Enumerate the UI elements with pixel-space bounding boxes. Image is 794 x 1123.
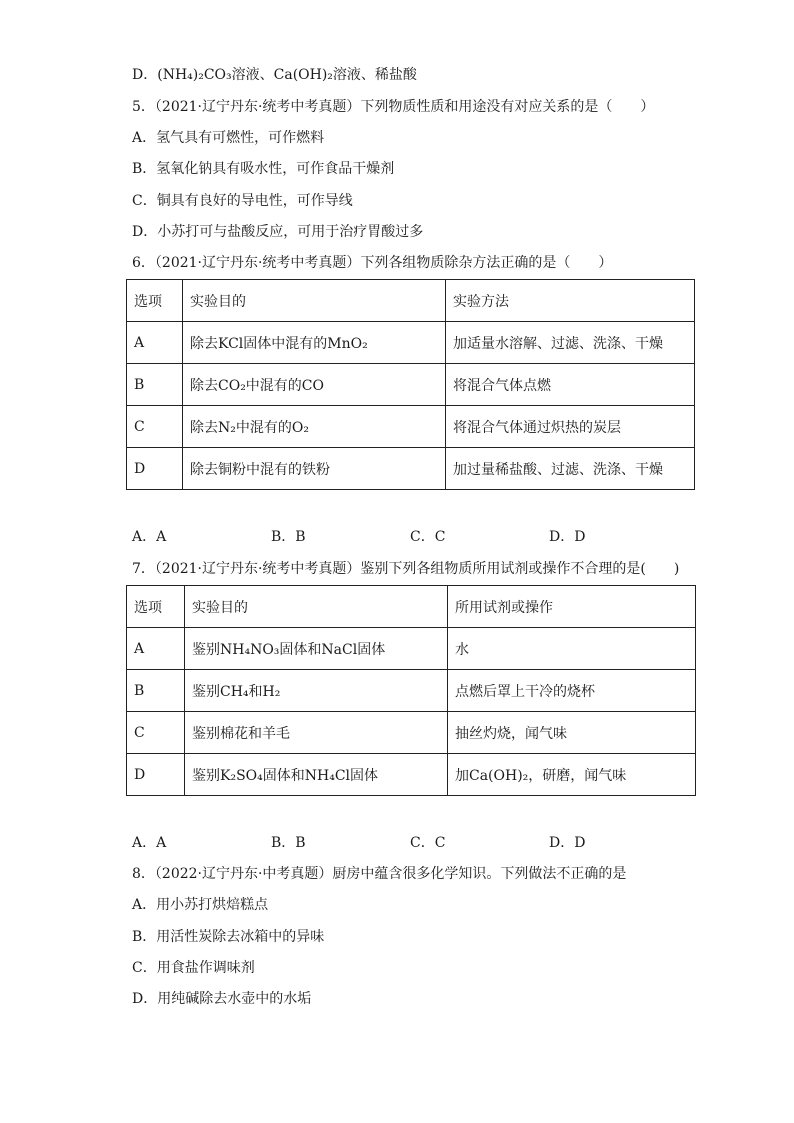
- q5-option-b: B．氢氧化钠具有吸水性，可作食品干燥剂: [132, 161, 395, 177]
- q6-choices: [132, 527, 688, 547]
- q5-option-a: A．氢气具有可燃性，可作燃料: [132, 130, 325, 146]
- table-cell: A: [127, 628, 185, 670]
- table-header-row: [127, 280, 695, 322]
- table-row: [127, 712, 696, 754]
- q7-choices: [132, 833, 688, 853]
- table-header-row: [127, 586, 696, 628]
- table-row: [127, 406, 695, 448]
- q7-table: [126, 585, 696, 796]
- table-cell: 抽丝灼烧，闻气味: [448, 712, 696, 754]
- q5-stem: 5．（2021·辽宁丹东·统考中考真题）下列物质性质和用途没有对应关系的是（ ）: [132, 99, 655, 115]
- table-cell: 鉴别CH₄和H₂: [185, 670, 448, 712]
- header-cell: 选项: [127, 586, 185, 628]
- table-cell: 除去CO₂中混有的CO: [183, 364, 446, 406]
- table-row: [127, 670, 696, 712]
- q4-option-d-text: (NH₄)₂CO₃溶液、Ca(OH)₂溶液、稀盐酸: [157, 67, 417, 83]
- table-cell: 将混合气体通过炽热的炭层: [446, 406, 695, 448]
- table-cell: 鉴别棉花和羊毛: [185, 712, 448, 754]
- table-row: [127, 364, 695, 406]
- table-cell: 加适量水溶解、过滤、洗涤、干燥: [446, 322, 695, 364]
- table-cell: 鉴别K₂SO₄固体和NH₄Cl固体: [185, 754, 448, 796]
- q8-option-a: A．用小苏打烘焙糕点: [132, 897, 269, 913]
- table-cell: C: [127, 712, 185, 754]
- table-row: [127, 322, 695, 364]
- q7-choice-d: D．D: [549, 835, 586, 851]
- q7-choice-c: C．C: [410, 835, 446, 851]
- table-cell: 点燃后罩上干冷的烧杯: [448, 670, 696, 712]
- q6-choice-c: C．C: [410, 529, 446, 545]
- table-cell: 鉴别NH₄NO₃固体和NaCl固体: [185, 628, 448, 670]
- q4-option-d: [132, 65, 417, 85]
- q8-option-b: B．用活性炭除去冰箱中的异味: [132, 929, 325, 945]
- q6-table: [126, 279, 695, 490]
- header-cell: 所用试剂或操作: [448, 586, 696, 628]
- q7-choice-a: A．A: [132, 835, 167, 851]
- table-cell: 除去N₂中混有的O₂: [183, 406, 446, 448]
- table-cell: B: [127, 670, 185, 712]
- q6-choice-d: D．D: [549, 529, 586, 545]
- table-cell: C: [127, 406, 183, 448]
- table-row: [127, 448, 695, 490]
- table-cell: A: [127, 322, 183, 364]
- q4-option-d-label: D．: [132, 67, 158, 83]
- header-cell: 实验目的: [183, 280, 446, 322]
- table-cell: 除去铜粉中混有的铁粉: [183, 448, 446, 490]
- q8-stem: 8．（2022·辽宁丹东·中考真题）厨房中蕴含很多化学知识。下列做法不正确的是: [132, 866, 627, 882]
- table-cell: D: [127, 754, 185, 796]
- table-cell: 除去KCl固体中混有的MnO₂: [183, 322, 446, 364]
- header-cell: 实验目的: [185, 586, 448, 628]
- header-cell: 选项: [127, 280, 183, 322]
- q8-option-c: C．用食盐作调味剂: [132, 960, 255, 976]
- table-cell: D: [127, 448, 183, 490]
- header-cell: 实验方法: [446, 280, 695, 322]
- table-row: [127, 628, 696, 670]
- q6-choice-b: B．B: [271, 529, 306, 545]
- q7-choice-b: B．B: [271, 835, 306, 851]
- table-cell: 将混合气体点燃: [446, 364, 695, 406]
- table-row: [127, 754, 696, 796]
- table-cell: B: [127, 364, 183, 406]
- q5-option-c: C．铜具有良好的导电性，可作导线: [132, 193, 353, 209]
- q8-option-d: D．用纯碱除去水壶中的水垢: [132, 991, 312, 1007]
- q5-option-d: D．小苏打可与盐酸反应，可用于治疗胃酸过多: [132, 224, 424, 240]
- q7-stem: 7．（2021·辽宁丹东·统考中考真题）鉴别下列各组物质所用试剂或操作不合理的是( ): [132, 561, 680, 577]
- q6-choice-a: A．A: [132, 529, 167, 545]
- table-cell: 加Ca(OH)₂，研磨，闻气味: [448, 754, 696, 796]
- q6-stem: 6．（2021·辽宁丹东·统考中考真题）下列各组物质除杂方法正确的是（ ）: [132, 255, 613, 271]
- table-cell: 加过量稀盐酸、过滤、洗涤、干燥: [446, 448, 695, 490]
- table-cell: 水: [448, 628, 696, 670]
